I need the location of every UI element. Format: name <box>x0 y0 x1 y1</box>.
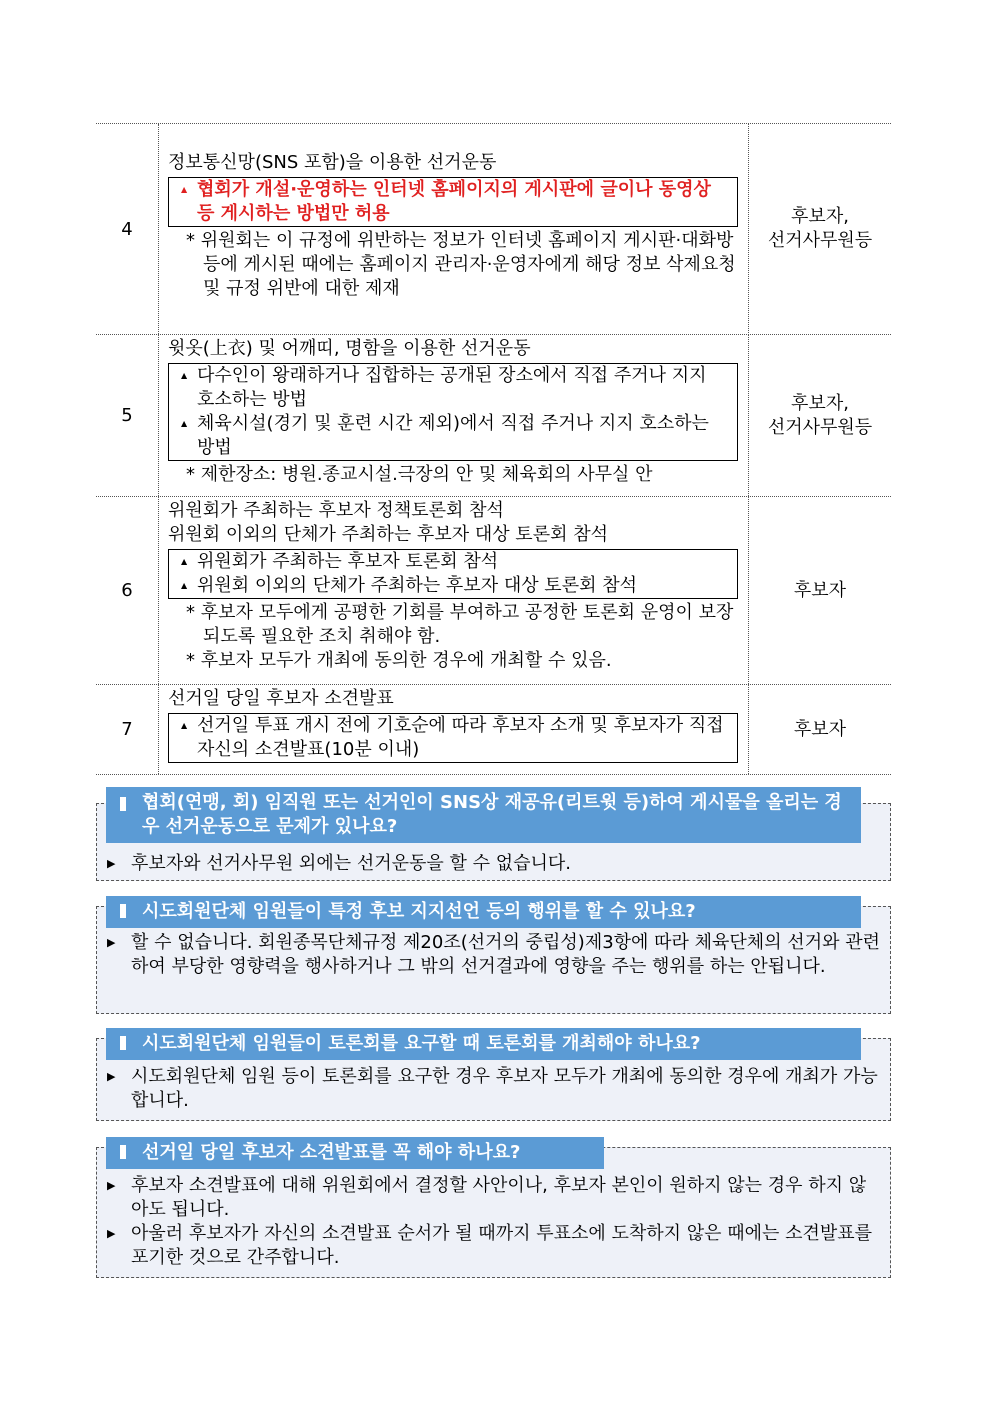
method-item: ▲ 협회가 개설·운영하는 인터넷 홈페이지의 게시판에 글이나 동영상 등 게시하는 방법만 허용 <box>181 179 711 224</box>
answer-item: ▶ 아울러 후보자가 자신의 소견발표 순서가 될 때까지 투표소에 도착하지 않은 때에는 소견발표를 포기한 것으로 간주합니다. <box>107 1223 873 1268</box>
bullet-arrow-icon: ▶ <box>107 1070 116 1083</box>
qa-block <box>96 787 891 881</box>
row-title: 선거일 당일 후보자 소견발표 <box>168 688 394 709</box>
method-item: ▲ 다수인이 왕래하거나 집합하는 공개된 장소에서 직접 주거나 지지 호소하는 방법 <box>181 365 707 410</box>
table-row <box>96 497 891 685</box>
question-marker-icon <box>120 1145 126 1159</box>
method-item: ▲ 위원회 이외의 단체가 주최하는 후보자 대상 토론회 참석 <box>181 575 637 596</box>
eligible-person: 후보자, 선거사무원등 <box>767 392 873 438</box>
qa-block <box>96 896 891 1014</box>
bullet-triangle-icon: ▲ <box>181 185 188 194</box>
row-content <box>159 335 749 496</box>
table-row <box>96 123 891 335</box>
note: * 제한장소: 병원.종교시설.극장의 안 및 체육회의 사무실 안 <box>186 464 653 485</box>
row-content <box>159 124 749 335</box>
table-row <box>96 685 891 775</box>
row-content <box>159 497 749 684</box>
row-content <box>159 685 749 774</box>
row-number: 6 <box>96 497 159 684</box>
answer-item: ▶ 시도회원단체 임원 등이 토론회를 요구한 경우 후보자 모두가 개최에 동의한 경우에 개최가 가능합니다. <box>107 1066 878 1111</box>
row-number: 5 <box>96 335 159 496</box>
row-title-2: 위원회 이외의 단체가 주최하는 후보자 대상 토론회 참석 <box>168 524 608 545</box>
method-item: ▲ 체육시설(경기 및 훈련 시간 제외)에서 직접 주거나 지지 호소하는 방법 <box>181 413 709 458</box>
method-box <box>168 177 738 227</box>
question-bar: 시도회원단체 임원들이 특정 후보 지지선언 등의 행위를 할 수 있나요? <box>106 896 861 928</box>
note: * 후보자 모두가 개최에 동의한 경우에 개최할 수 있음. <box>186 650 612 671</box>
answer-item: ▶ 후보자와 선거사무원 외에는 선거운동을 할 수 없습니다. <box>107 853 571 874</box>
note: * 위원회는 이 규정에 위반하는 정보가 인터넷 홈페이지 게시판·대화방 등에 게시된 때에는 홈페이지 관리자·운영자에게 해당 정보 삭제요청 및 규정 위반에 대한 제재 <box>186 230 736 299</box>
answer-item: ▶ 할 수 없습니다. 회원종목단체규정 제20조(선거의 중립성)제3항에 따라 체육단체의 선거와 관련하여 부당한 영향력을 행사하거나 그 밖의 선거결과에 영향을 주는 행위를 하는 안됩니다. <box>107 932 880 977</box>
bullet-triangle-icon: ▲ <box>181 721 188 730</box>
method-item: ▲ 위원회가 주최하는 후보자 토론회 참석 <box>181 551 499 572</box>
eligible-person: 후보자 <box>793 718 847 740</box>
bullet-arrow-icon: ▶ <box>107 1179 116 1192</box>
bullet-triangle-icon: ▲ <box>181 371 188 380</box>
table-row <box>96 335 891 497</box>
eligible-person: 후보자, 선거사무원등 <box>767 206 873 251</box>
question-bar: 시도회원단체 임원들이 토론회를 요구할 때 토론회를 개최해야 하나요? <box>106 1028 861 1060</box>
method-box <box>168 549 738 599</box>
method-box <box>168 363 738 461</box>
bullet-arrow-icon: ▶ <box>107 936 116 949</box>
row-number: 4 <box>96 124 159 334</box>
qa-block <box>96 1137 891 1278</box>
bullet-triangle-icon: ▲ <box>181 419 188 428</box>
bullet-triangle-icon: ▲ <box>181 557 188 566</box>
question-bar: 선거일 당일 후보자 소견발표를 꼭 해야 하나요? <box>106 1137 604 1169</box>
eligible-person: 후보자 <box>793 579 847 601</box>
bullet-arrow-icon: ▶ <box>107 1227 116 1240</box>
row-title: 위원회가 주최하는 후보자 정책토론회 참석 <box>168 500 504 521</box>
election-activity-table <box>96 123 891 775</box>
question-marker-icon <box>120 904 126 918</box>
note: * 후보자 모두에게 공평한 기회를 부여하고 공정한 토론회 운영이 보장되도록 필요한 조치 취해야 함. <box>186 602 734 647</box>
row-title: 윗옷(上衣) 및 어깨띠, 명함을 이용한 선거운동 <box>168 338 531 359</box>
answer-item: ▶ 후보자 소견발표에 대해 위원회에서 결정할 사안이나, 후보자 본인이 원하지 않는 경우 하지 않아도 됩니다. <box>107 1175 867 1220</box>
method-box <box>168 713 738 763</box>
row-title: 정보통신망(SNS 포함)을 이용한 선거운동 <box>168 152 497 173</box>
method-item: ▲ 선거일 투표 개시 전에 기호순에 따라 후보자 소개 및 후보자가 직접 자신의 소견발표(10분 이내) <box>181 715 724 760</box>
row-number: 7 <box>96 685 159 774</box>
qa-block <box>96 1028 891 1121</box>
question-marker-icon <box>120 797 126 811</box>
bullet-arrow-icon: ▶ <box>107 857 116 870</box>
question-marker-icon <box>120 1036 126 1050</box>
question-bar: 협회(연맹, 회) 임직원 또는 선거인이 SNS상 재공유(리트윗 등)하여 게시물을 올리는 경우 선거운동으로 문제가 있나요? <box>106 787 861 843</box>
bullet-triangle-icon: ▲ <box>181 581 188 590</box>
